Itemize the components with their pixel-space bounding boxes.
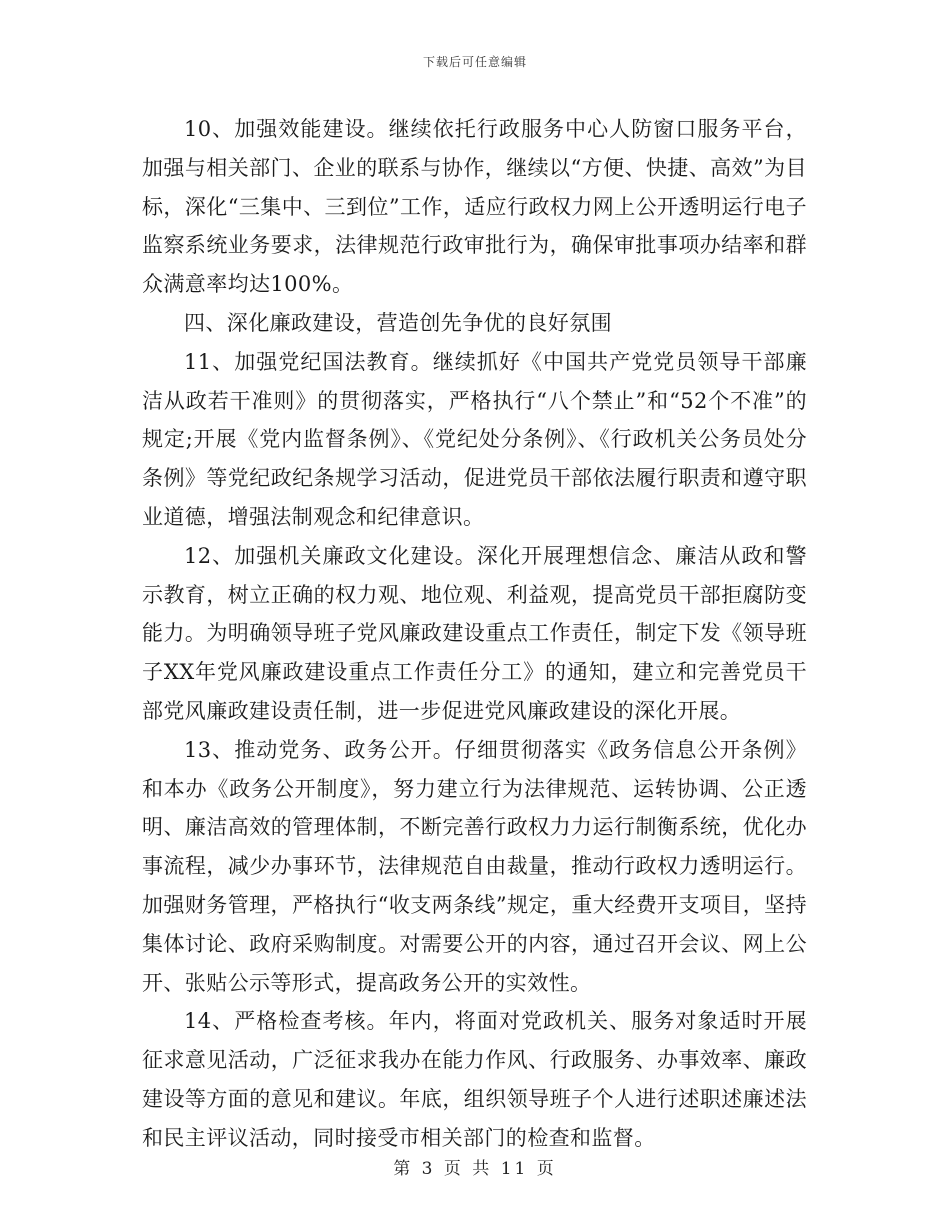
paragraph-item-12: 12、加强机关廉政文化建设。深化开展理想信念、廉洁从政和警示教育，树立正确的权力观、地位观、利益观，提高党员干部拒腐防变能力。为明确领导班子党风廉政建设重点工作责任，制定下发《领导班子XX年党风廉政建设重点工作责任分工》的通知，建立和完善党员干部党风廉政建设责任制，进一步促进党风廉政建设的深化开展。 xyxy=(142,543,807,723)
paragraph-item-13: 13、推动党务、政务公开。仔细贯彻落实《政务信息公开条例》和本办《政务公开制度》，努力建立行为法律规范、运转协调、公正透明、廉洁高效的管理体制，不断完善行政权力力运行制衡系统，优化办事流程，减少办事环节，法律规范自由裁量，推动行政权力透明运行。加强财务管理，严格执行“收支两条线”规定，重大经费开支项目，坚持集体讨论、政府采购制度。对需要公开的内容，通过召开会议、网上公开、张贴公示等形式，提高政务公开的实效性。 xyxy=(142,737,807,995)
paragraph-item-14: 14、严格检查考核。年内，将面对党政机关、服务对象适时开展征求意见活动，广泛征求我办在能力作风、行政服务、办事效率、廉政建设等方面的意见和建议。年底，组织领导班子个人进行述职述廉述法和民主评议活动，同时接受市相关部门的检查和监督。 xyxy=(142,1009,807,1150)
page-number-footer: 第 3 页 共 11 页 xyxy=(393,1159,557,1179)
page-header-note: 下载后可任意编辑 xyxy=(422,55,527,69)
paragraph-item-10: 10、加强效能建设。继续依托行政服务中心人防窗口服务平台，加强与相关部门、企业的联系与协作，继续以“方便、快捷、高效”为目标，深化“三集中、三到位”工作，适应行政权力网上公开透明运行电子监察系统业务要求，法律规范行政审批行为，确保审批事项办结率和群众满意率均达100%。 xyxy=(142,117,807,297)
paragraph-item-11: 11、加强党纪国法教育。继续抓好《中国共产党党员领导干部廉洁从政若干准则》的贯彻落实，严格执行“八个禁止”和“52个不准”的规定;开展《党内监督条例》、《党纪处分条例》、《行政机关公务员处分条例》等党纪政纪条规学习活动，促进党员干部依法履行职责和遵守职业道德，增强法制观念和纪律意识。 xyxy=(142,349,807,529)
section-heading-4: 四、深化廉政建设，营造创先争优的良好氛围 xyxy=(184,310,612,335)
document-body xyxy=(142,110,807,1158)
